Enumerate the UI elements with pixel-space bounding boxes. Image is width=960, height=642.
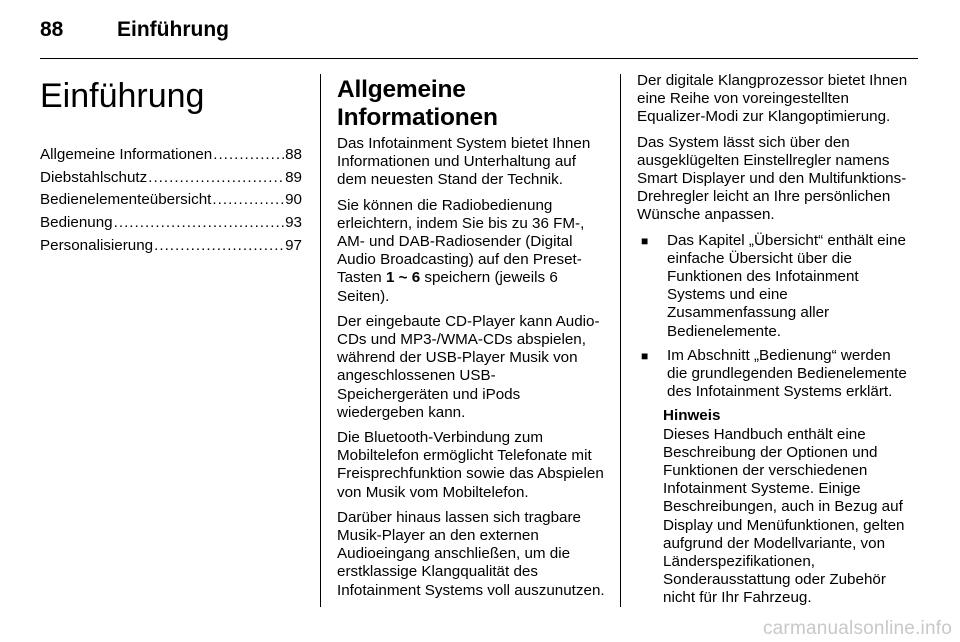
paragraph: Das Infotainment System bietet Ihnen Informationen und Unterhaltung auf dem neuesten Stand der Technik. [337, 135, 591, 189]
column-divider-2 [620, 74, 621, 607]
header-rule [40, 58, 918, 59]
page-header [40, 14, 920, 44]
list-item [637, 347, 913, 402]
list-item-text: Das Kapitel „Übersicht“ enthält eine einfache Übersicht über die Funktionen des Infotainment Systems und eine Zusammenfassung aller Bedienelemente. [667, 231, 906, 340]
toc-page: 93 [285, 214, 302, 232]
toc-label: Bedienung [40, 214, 113, 232]
toc-label: Allgemeine Informationen [40, 146, 213, 163]
toc-page: 90 [285, 191, 302, 209]
toc-page: 88 [285, 146, 302, 163]
paragraph: Darüber hinaus lassen sich tragbare Musik-Player an den externen Audioeingang anschließen, um die erstklassige Klangqualität des Infotainment Systems voll auszunutzen. [337, 508, 605, 599]
middle-column [337, 72, 607, 607]
bullet-square-icon: ■ [641, 233, 649, 248]
toc-leader [148, 169, 284, 187]
toc-item[interactable] [40, 191, 302, 209]
paragraph-text: Sie können die Radiobedienung erleichtern, indem Sie bis zu 36 FM-, AM- und DAB-Radiosender (Digital Audio Broadcasting) auf den Preset-Tasten [337, 196, 585, 287]
toc-leader [212, 191, 284, 209]
toc-column [40, 72, 302, 260]
column-divider-1 [320, 74, 321, 607]
toc-label: Personalisierung [40, 236, 154, 254]
page-number: 88 [40, 18, 64, 41]
paragraph: Der eingebaute CD-Player kann Audio-CDs und MP3-/WMA-CDs abspielen, während der USB-Player Musik von angeschlossenen USB-Speichergeräten und iPods wiedergeben kann. [337, 312, 600, 421]
toc-item[interactable] [40, 237, 302, 255]
preset-keys: 1 ~ 6 [385, 269, 421, 287]
toc-page: 89 [285, 168, 302, 186]
toc-leader [213, 146, 284, 164]
toc-item[interactable] [40, 214, 302, 232]
bullet-square-icon: ■ [641, 348, 649, 363]
list-item [637, 232, 913, 341]
list-item-text: Im Abschnitt „Bedienung“ werden die grundlegenden Bedienelemente des Infotainment Systems erklärt. [667, 346, 907, 401]
toc-page: 97 [285, 236, 302, 254]
toc-label: Diebstahlschutz [40, 168, 148, 186]
right-column [637, 72, 913, 608]
section-title: Allgemeine Informationen [337, 76, 498, 131]
note-text: Dieses Handbuch enthält eine Beschreibung der Optionen und Funktionen der verschiedenen Infotainment Systeme. Einige Beschreibungen, auch in Bezug auf Display und Menüfunktionen, gelten aufgrund der Modellvariante, von Länderspezifikationen, Sonderausstattung oder Zubehör nicht für Ihr Fahrzeug. [663, 425, 905, 607]
note-box [663, 407, 913, 607]
toc-leader [114, 214, 284, 232]
toc-leader [154, 237, 284, 255]
toc-item[interactable] [40, 169, 302, 187]
paragraph: Der digitale Klangprozessor bietet Ihnen eine Reihe von voreingestellten Equalizer-Modi zur Klangoptimierung. [637, 72, 908, 126]
paragraph-text: speichern (jeweils 6 Seiten). [337, 269, 558, 305]
note-title: Hinweis [663, 407, 721, 425]
watermark: carmanualsonline.info [762, 618, 952, 639]
paragraph: Das System lässt sich über den ausgeklügelten Einstellregler namens Smart Displayer und den Multifunktions-Drehregler leicht an Ihre persönlichen Wünsche anpassen. [637, 133, 907, 224]
chapter-title: Einführung [40, 77, 205, 115]
header-title: Einführung [117, 18, 229, 41]
toc-label: Bedienelementeübersicht [40, 191, 212, 209]
toc-item[interactable] [40, 146, 302, 164]
paragraph [337, 197, 607, 306]
paragraph: Die Bluetooth-Verbindung zum Mobiltelefon ermöglicht Telefonate mit Freisprechfunktion sowie das Abspielen von Musik vom Mobiltelefon. [337, 429, 604, 501]
